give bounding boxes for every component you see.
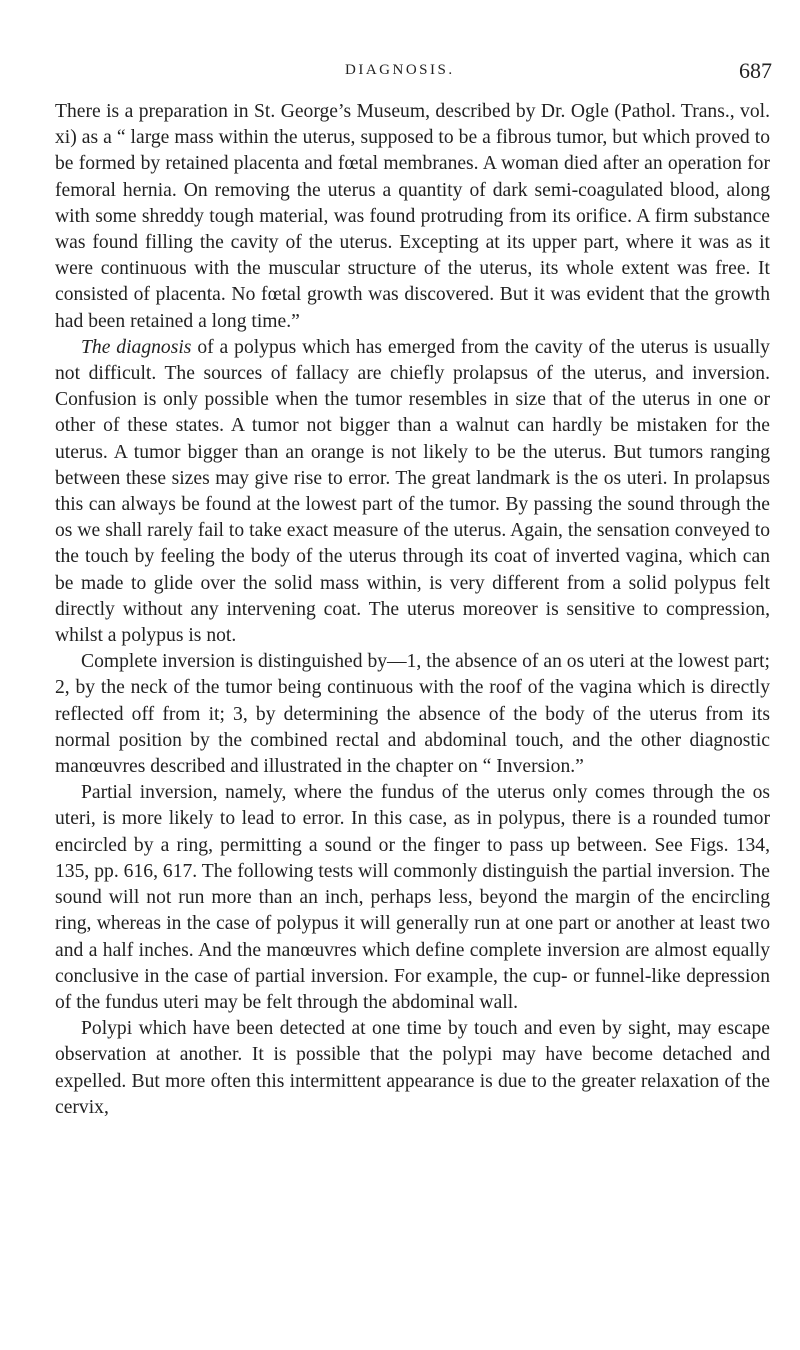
page-number: 687	[739, 58, 772, 83]
paragraph-4: Partial inversion, namely, where the fundus of the uterus only comes through the os uteri, is more likely to lead to error. In this case, as in polypus, there is a rounded tumor encircled by a ring, permitting a sound or the finger to pass up between. See Figs. 134, 135, pp. 616, 617. The following tests will commonly distinguish the partial inversion. The sound will not run more than an inch, perhaps less, beyond the margin of the encircling ring, whereas in the case of polypus it will generally run at one part or another at least two and a half inches. And the manœuvres which define complete inversion are almost equally conclusive in the case of partial inversion. For example, the cup- or funnel-like depression of the fundus uteri may be felt through the abdominal wall.	[55, 782, 770, 1013]
paragraph-2	[55, 335, 770, 649]
paragraph-1: There is a preparation in St. George’s Museum, described by Dr. Ogle (Pathol. Trans., vol. xi) as a “ large mass within the uterus, supposed to be a fibrous tumor, but which proved to be formed by retained placenta and fœtal membranes. A woman died after an operation for femoral hernia. On removing the uterus a quantity of dark semi-coagulated blood, along with some shreddy tough material, was found protruding from its orifice. A firm substance was found filling the cavity of the uterus. Excepting at its upper part, where it was as it were continuous with the muscular structure of the uterus, its whole extent was free. It consisted of placenta. No fœtal growth was discovered. But it was evident that the growth had been retained a long time.”	[55, 101, 770, 332]
page-header	[0, 58, 800, 90]
paragraph-5: Polypi which have been detected at one time by touch and even by sight, may escape observation at another. It is possible that the polypi may have become detached and expelled. But more often this intermittent appearance is due to the greater relaxation of the cervix,	[55, 1018, 770, 1118]
running-head: DIAGNOSIS.	[345, 62, 455, 78]
body-text	[55, 99, 770, 1121]
paragraph-3: Complete inversion is distinguished by—1, the absence of an os uteri at the lowest part; 2, by the neck of the tumor being continuous with the roof of the vagina which is directly reflected off from it; 3, by determining the absence of the body of the uterus from its normal position by the combined rectal and abdominal touch, and the other diagnostic manœuvres described and illustrated in the chapter on “ Inversion.”	[55, 651, 770, 778]
paragraph-2-text: of a polypus which has emerged from the cavity of the uterus is usually not difficult. The sources of fallacy are chiefly prolapsus of the uterus, and inversion. Confusion is only possible when the tumor resembles in size that of the uterus in one or other of these states. A tumor not bigger than a walnut can hardly be mistaken for the uterus. A tumor bigger than an orange is not likely to be the uterus. But tumors ranging between these sizes may give rise to error. The great landmark is the os uteri. In prolapsus this can always be found at the lowest part of the tumor. By passing the sound through the os we shall rarely fail to take exact measure of the uterus. Again, the sensation conveyed to the touch by feeling the body of the uterus through its coat of inverted vagina, which can be made to glide over the solid mass within, is very different from a solid polypus felt directly without any intervening coat. The uterus moreover is sensitive to compression, whilst a polypus is not.	[55, 336, 770, 647]
italic-lead: The diagnosis	[81, 336, 192, 358]
